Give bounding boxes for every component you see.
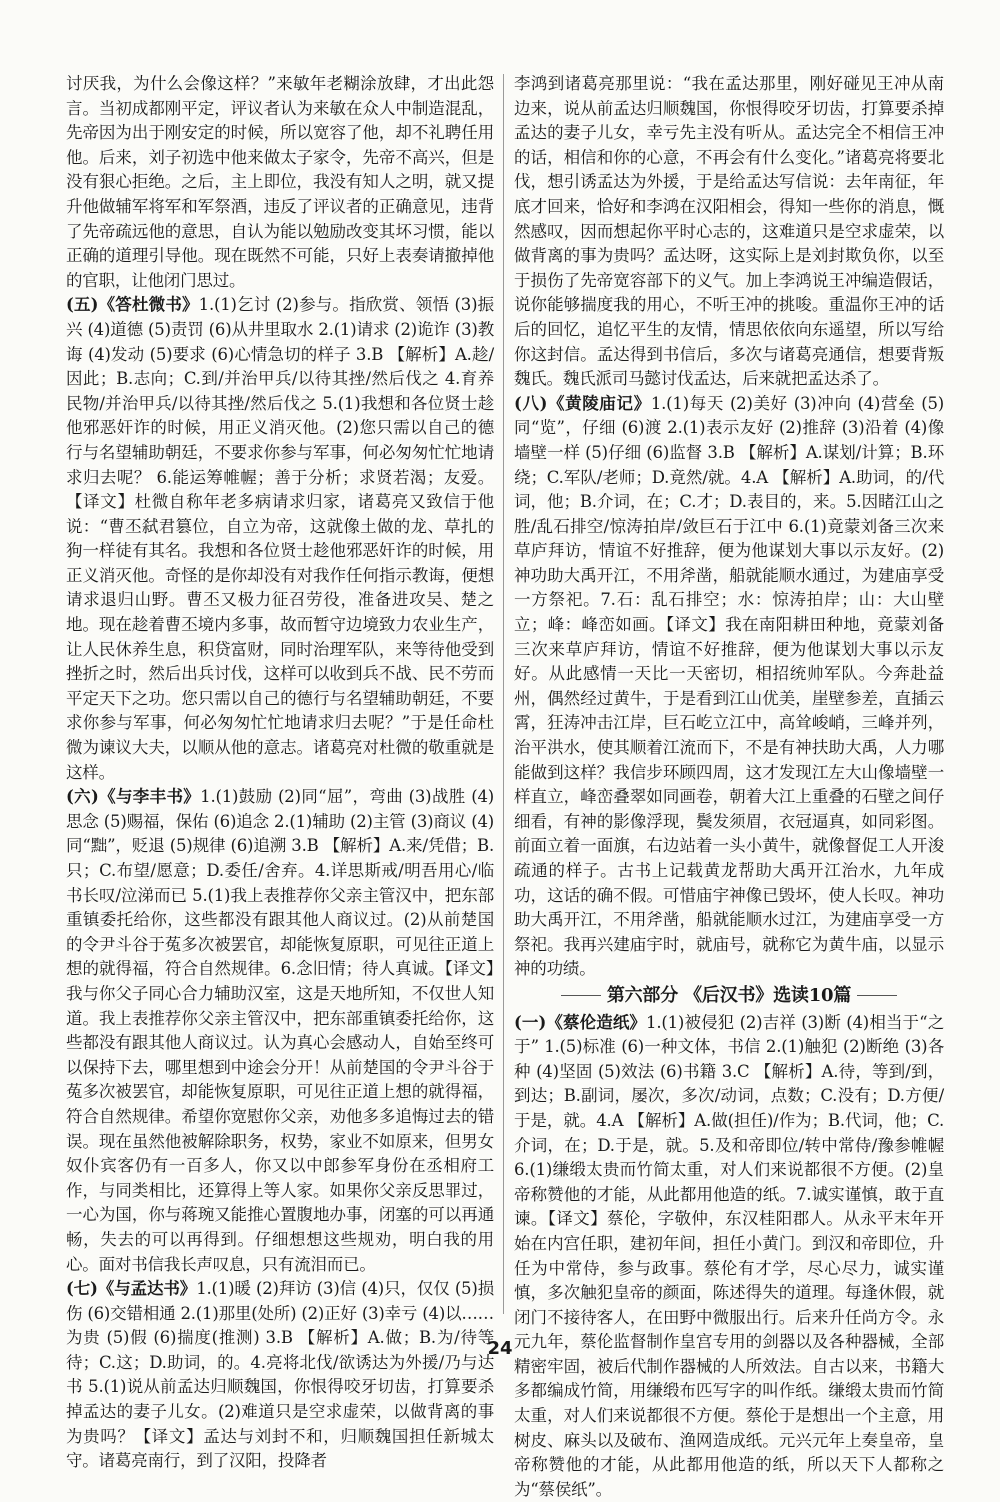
section-body-meng-da: 1.(1)暖 (2)拜访 (3)信 (4)只，仅仅 (5)损伤 (6)交错相通 2.(1)那里(处所) (2)正好 (3)幸亏 (4)以……为贵 (5)假 (6)揣度(推测) 3.B 【解析】A.做；B.为/待等待；C.这；D.助词，的。4.亮将北伐/欲诱达为外援/乃与达书 5.(1)说从前孟达归顺魏国，你恨得咬牙切齿，打算要杀掉孟达的妻子儿女。(2)难道只是空求虚荣，以做背离的事为贵吗？【译文】孟达与刘封不和，归顺魏国担任新城太守。诸葛亮南行，到了汉阳，投降者	[66, 1279, 494, 1471]
paragraph-laimin: 讨厌我，为什么会像这样？”来敏年老糊涂放肆，才出此怨言。当初成都刚平定，评议者认为来敏在众人中制造混乱，先帝因为出于刚安定的时候，所以宽容了他，却不礼聘任用他。后来，刘子初选中他来做太子家令，先帝不高兴，但是没有狠心拒绝。之后，主上即位，我没有知人之明，就又提升他做辅军将军和军祭酒，违反了评议者的正确意见，违背了先帝疏远他的意思，自认为能以勉励改变其坏习惯，能以正确的道理引导他。现在既然不可能，只好上表奏请撤掉他的官职，让他闭门思过。	[66, 74, 494, 290]
section-du-wei	[66, 293, 494, 785]
section-heading-huangling: (八)《黄陵庙记》	[514, 393, 651, 413]
part-six-title	[514, 984, 944, 1009]
section-heading-meng-da: (七)《与孟达书》	[66, 1279, 197, 1299]
section-meng-da	[66, 1277, 494, 1474]
section-body-li-feng: 1.(1)鼓励 (2)同“屈”，弯曲 (3)战胜 (4)思念 (5)赐福，保佑 (6)追念 2.(1)辅助 (2)主管 (3)商议 (4)同“黜”，贬退 (5)规律 (6)追溯 3.B 【解析】A.来/凭借；B.只；C.布望/愿意；D.委任/舍弃。4.详思斯戒/明吾用心/临书长叹/泣涕而已 5.(1)我上表推荐你父亲主管汉中，把东部重镇委托给你，这些都没有跟其他人商议过。(2)从前楚国的令尹斗谷于菟多次被罢官，却能恢复原职，可见往正道上想的就得福，符合自然规律。6.念旧情；待人真诚。【译文】我与你父子同心合力辅助汉室，这是天地所知，不仅世人知道。我上表推荐你父亲主管汉中，把东部重镇委托给你，这些都没有跟其他人商议过。认为真心会感动人，自始至终可以保持下去，哪里想到中途会分开！从前楚国的令尹斗谷于菟多次被罢官，却能恢复原职，可见往正道上想的就得福，符合自然规律。希望你宽慰你父亲，劝他多多追悔过去的错误。现在虽然他被解除职务，权势，家业不如原来，但男女奴仆宾客仍有一百多人，你又以中郎参军身份在丞相府工作，与同类相比，还算得上等人家。如果你父亲反思罪过，一心为国，你与蒋琬又能推心置腹地办事，闭塞的可以再通畅，失去的可以再得到。仔细想想这些规劝，明白我的用心。面对书信我长声叹息，只有流泪而已。	[66, 787, 494, 1274]
section-body-du-wei: 1.(1)乞讨 (2)参与。指欣赏、领悟 (3)振兴 (4)道德 (5)责罚 (6)从井里取水 2.(1)请求 (2)诡诈 (3)教诲 (4)发动 (5)要求 (6)心情急切的样子 3.B 【解析】A.趁/因此；B.志向；C.到/并治甲兵/以待其挫/然后伐之 4.育养民物/并治甲兵/以待其挫/然后伐之 5.(1)我想和各位贤士趁他邪恶奸诈的时候，用正义消灭他。(2)您只需以自己的德行与名望辅助朝廷，不要求你参与军事，何必匆匆忙忙地请求归去呢？ 6.能运筹帷幄；善于分析；求贤若渴；友爱。【译文】杜微自称年老多病请求归家，诸葛亮又致信于他说：“曹丕弑君篡位，自立为帝，这就像土做的龙、草扎的狗一样徒有其名。我想和各位贤士趁他邪恶奸诈的时候，用正义消灭他。奇怪的是你却没有对我作任何指示教诲，便想请求退归山野。曹丕又极力征召劳役，准备进攻吴、楚之地。现在趁着曹丕境内多事，故而暂守边境致力农业生产，让人民休养生息，积贷富财，同时治理军队，来等待他受到挫折之时，然后出兵讨伐，这样可以收到兵不战、民不劳而平定天下之功。您只需以自己的德行与名望辅助朝廷，不要求你参与军事，何必匆匆忙忙地请求归去呢？”于是任命杜微为谏议大夫，以顺从他的意志。诸葛亮对杜微的敬重就是这样。	[66, 295, 494, 782]
left-column	[66, 72, 494, 1471]
section-heading-li-feng: (六)《与李丰书》	[66, 787, 201, 807]
section-body-huangling: 1.(1)每天 (2)美好 (3)冲向 (4)营垒 (5)同“览”，仔细 (6)渡 2.(1)表示友好 (2)推辞 (3)沿着 (4)像墙壁一样 (5)仔细 (6)监督 3.B 【解析】A.谋划/计算；B.环绕；C.军队/老师；D.竟然/就。4.A 【解析】A.助词，的/代词，他；B.介词，在；C.才；D.表目的，来。5.因睹江山之胜/乱石排空/惊涛拍岸/敛巨石于江中 6.(1)竟蒙刘备三次来草庐拜访，情谊不好推辞，便为他谋划大事以示友好。(2)神功助大禹开江，不用斧凿，船就能顺水通过，为建庙享受一方祭祀。7.石：乱石排空；水：惊涛拍岸；山：大山壁立；峰：峰峦如画。【译文】我在南阳耕田种地，竟蒙刘备三次来草庐拜访，情谊不好推辞，便为他谋划大事以示友好。从此感情一天比一天密切，相招统帅军队。今奔赴益州，偶然经过黄牛，于是看到江山优美，崖壁参差，直插云霄，狂涛冲击江岸，巨石屹立江中，高耸峻峭，三峰并列，治平洪水，使其顺着江流而下，不是有神扶助大禹，人力哪能做到这样？我信步环顾四周，这才发现江左大山像墙壁一样直立，峰峦叠翠如同画卷，朝着大江上重叠的石壁之间仔细看，有神的影像浮现，鬓发须眉，衣冠逼真，如同彩图。前面立着一面旗，右边站着一头小黄牛，就像督促工人开浚疏通的样子。古书上记载黄龙帮助大禹开江治水，九年成功，这话的确不假。可惜庙宇神像已毁坏，使人长叹。神功助大禹开江，不用斧凿，船就能顺水过江，为建庙享受一方祭祀。我再兴建庙宇时，就庙号，就称它为黄牛庙，以显示神的功绩。	[514, 393, 944, 979]
title-rule-right	[857, 995, 897, 996]
part-six-title-text: 第六部分 《后汉书》选读10篇	[606, 984, 852, 1006]
section-huangling-temple	[514, 392, 944, 982]
section-cai-lun	[514, 1011, 944, 1502]
page-number: 24	[487, 1338, 513, 1359]
title-rule-left	[561, 995, 601, 996]
column-divider	[503, 74, 504, 1314]
section-heading-du-wei: (五)《答杜微书》	[66, 295, 199, 315]
right-column	[514, 72, 944, 1499]
section-heading-cai-lun: (一)《蔡伦造纸》	[514, 1012, 647, 1032]
paragraph-meng-da-continued: 李鸿到诸葛亮那里说：“我在孟达那里，刚好碰见王冲从南边来，说从前孟达归顺魏国，你恨得咬牙切齿，打算要杀掉孟达的妻子儿女，幸亏先主没有听从。孟达完全不相信王冲的话，相信和你的心意，不再会有什么变化。”诸葛亮将要北伐，想引诱孟达为外援，于是给孟达写信说：去年南征，年底才回来，恰好和李鸿在汉阳相会，得知一些你的消息，慨然感叹，因而想起你平时心志的，这难道只是空求虚荣，以做背离的事为贵吗？孟达呀，这实际上是刘封欺负你，以至于损伤了先帝宽容部下的义气。加上李鸿说王冲编造假话，说你能够揣度我的用心，不听王冲的挑唆。重温你王冲的话后的回忆，追忆平生的友情，情思依依向东遥望，所以写给你这封信。孟达得到书信后，多次与诸葛亮通信，想要背叛魏氏。魏氏派司马懿讨伐孟达，后来就把孟达杀了。	[514, 74, 944, 389]
section-li-feng	[66, 785, 494, 1277]
section-body-cai-lun: 1.(1)被侵犯 (2)吉祥 (3)断 (4)相当于“之于” 1.(5)标准 (6)一种文体，书信 2.(1)触犯 (2)断绝 (3)各种 (4)坚固 (5)效法 (6)书籍 3.C 【解析】A.待，等到/到，到达；B.副词，屡次，多次/动词，点数；C.没有；D.方便/于是，就。4.A 【解析】A.做(担任)/作为；B.代词，他；C.介词，在；D.于是，就。5.及和帝即位/转中常侍/豫参帷幄 6.(1)缣缎太贵而竹简太重，对人们来说都很不方便。(2)皇帝称赞他的才能，从此都用他造的纸。7.诚实谨慎，敢于直谏。【译文】蔡伦，字敬仲，东汉桂阳郡人。从永平末年开始在内宫任职，建初年间，担任小黄门。到汉和帝即位，升任为中常侍，参与政事。蔡伦有才学，尽心尽力，诚实谨慎，多次触犯皇帝的颜面，陈述得失的道理。每逢休假，就闭门不接待客人，在田野中微服出行。后来升任尚方令。永元九年，蔡伦监督制作皇宫专用的剑器以及各种器械，全部精密牢固，被后代制作器械的人所效法。自古以来，书籍大多都编成竹简，用缣缎布匹写字的叫作纸。缣缎太贵而竹简太重，对人们来说都很不方便。蔡伦于是想出一个主意，用树皮、麻头以及破布、渔网造成纸。元兴元年上奏皇帝，皇帝称赞他的才能，从此都用他造的纸，所以天下人都称之为“蔡侯纸”。	[514, 1012, 944, 1499]
